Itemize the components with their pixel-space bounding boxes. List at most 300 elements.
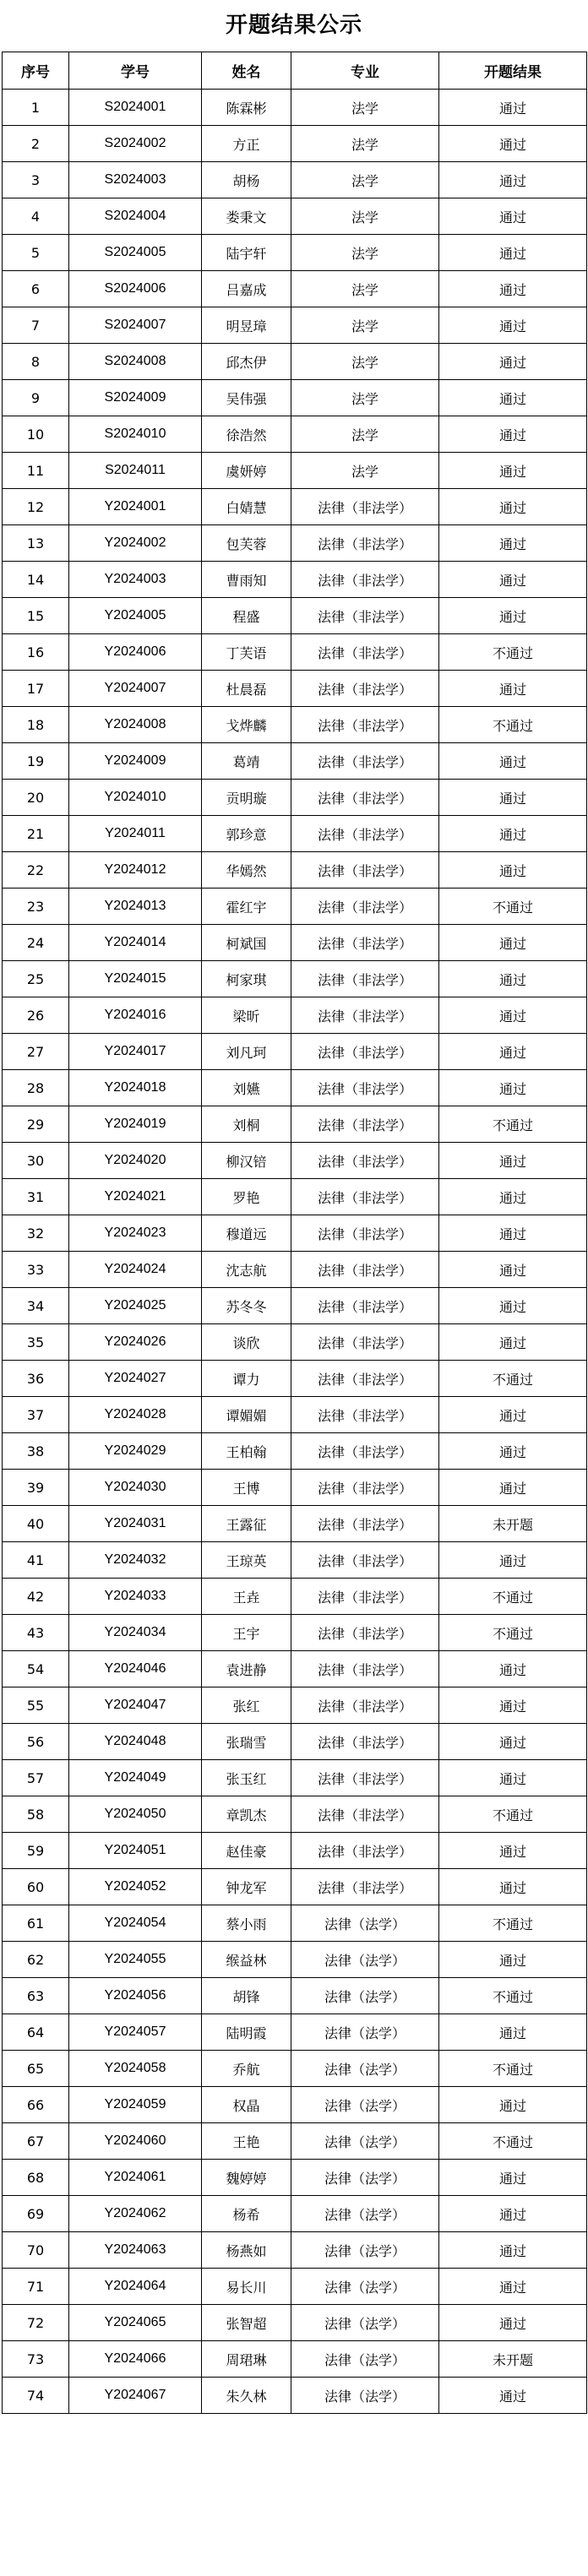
cell-major: 法律（法学） — [291, 2123, 439, 2160]
cell-student-id: S2024009 — [69, 380, 202, 416]
table-row — [3, 2123, 587, 2160]
cell-major: 法律（非法学） — [291, 1542, 439, 1579]
cell-student-id: Y2024031 — [69, 1506, 202, 1542]
cell-major: 法学 — [291, 344, 439, 380]
cell-name: 华嫣然 — [202, 852, 291, 889]
cell-major: 法学 — [291, 380, 439, 416]
cell-result: 通过 — [439, 1942, 587, 1978]
cell-student-id: Y2024003 — [69, 562, 202, 598]
cell-result: 通过 — [439, 416, 587, 453]
cell-result: 通过 — [439, 743, 587, 780]
table-row — [3, 1215, 587, 1252]
table-row — [3, 1433, 587, 1470]
cell-seq: 19 — [3, 743, 69, 780]
cell-seq: 63 — [3, 1978, 69, 2014]
cell-name: 柯家琪 — [202, 961, 291, 997]
table-row — [3, 1833, 587, 1869]
cell-result: 通过 — [439, 489, 587, 525]
cell-name: 罗艳 — [202, 1179, 291, 1215]
table-row — [3, 1179, 587, 1215]
cell-seq: 38 — [3, 1433, 69, 1470]
table-row — [3, 816, 587, 852]
cell-result: 通过 — [439, 925, 587, 961]
cell-major: 法学 — [291, 307, 439, 344]
cell-result: 不通过 — [439, 1106, 587, 1143]
cell-seq: 11 — [3, 453, 69, 489]
table-row — [3, 1978, 587, 2014]
cell-name: 王琼英 — [202, 1542, 291, 1579]
cell-name: 赵佳豪 — [202, 1833, 291, 1869]
cell-result: 不通过 — [439, 2051, 587, 2087]
cell-student-id: Y2024018 — [69, 1070, 202, 1106]
cell-result: 通过 — [439, 1687, 587, 1724]
cell-result: 通过 — [439, 1179, 587, 1215]
cell-seq: 6 — [3, 271, 69, 307]
cell-major: 法律（非法学） — [291, 598, 439, 634]
cell-student-id: S2024002 — [69, 126, 202, 162]
cell-result: 通过 — [439, 1760, 587, 1796]
table-row — [3, 1579, 587, 1615]
table-row — [3, 2087, 587, 2123]
cell-name: 钟龙军 — [202, 1869, 291, 1905]
cell-result: 不通过 — [439, 2123, 587, 2160]
table-row — [3, 162, 587, 198]
cell-result: 通过 — [439, 2378, 587, 2414]
cell-name: 霍红宇 — [202, 889, 291, 925]
cell-student-id: Y2024007 — [69, 671, 202, 707]
cell-seq: 64 — [3, 2014, 69, 2051]
cell-student-id: Y2024033 — [69, 1579, 202, 1615]
cell-result: 通过 — [439, 1070, 587, 1106]
cell-result: 通过 — [439, 1651, 587, 1687]
cell-student-id: Y2024019 — [69, 1106, 202, 1143]
cell-name: 刘桐 — [202, 1106, 291, 1143]
cell-result: 通过 — [439, 2305, 587, 2341]
cell-student-id: Y2024060 — [69, 2123, 202, 2160]
cell-student-id: Y2024049 — [69, 1760, 202, 1796]
cell-student-id: Y2024061 — [69, 2160, 202, 2196]
cell-name: 陆宇轩 — [202, 235, 291, 271]
cell-result: 通过 — [439, 1252, 587, 1288]
table-body — [3, 90, 587, 2414]
table-row — [3, 453, 587, 489]
cell-result: 通过 — [439, 126, 587, 162]
cell-result: 通过 — [439, 1324, 587, 1361]
cell-name: 王露征 — [202, 1506, 291, 1542]
cell-name: 朱久林 — [202, 2378, 291, 2414]
cell-result: 通过 — [439, 1034, 587, 1070]
table-row — [3, 1252, 587, 1288]
cell-seq: 29 — [3, 1106, 69, 1143]
cell-seq: 73 — [3, 2341, 69, 2378]
cell-student-id: Y2024016 — [69, 997, 202, 1034]
cell-name: 张智超 — [202, 2305, 291, 2341]
cell-major: 法学 — [291, 271, 439, 307]
cell-result: 通过 — [439, 562, 587, 598]
cell-seq: 70 — [3, 2232, 69, 2269]
table-row — [3, 1070, 587, 1106]
cell-seq: 16 — [3, 634, 69, 671]
table-row — [3, 2378, 587, 2414]
cell-name: 谭媚媚 — [202, 1397, 291, 1433]
cell-result: 未开题 — [439, 2341, 587, 2378]
cell-student-id: Y2024046 — [69, 1651, 202, 1687]
table-row — [3, 2160, 587, 2196]
table-row — [3, 198, 587, 235]
cell-student-id: Y2024034 — [69, 1615, 202, 1651]
cell-seq: 59 — [3, 1833, 69, 1869]
cell-major: 法律（法学） — [291, 1978, 439, 2014]
cell-name: 沈志航 — [202, 1252, 291, 1288]
table-row — [3, 1288, 587, 1324]
cell-name: 柳汉锫 — [202, 1143, 291, 1179]
cell-name: 程盛 — [202, 598, 291, 634]
cell-student-id: Y2024024 — [69, 1252, 202, 1288]
cell-major: 法律（非法学） — [291, 671, 439, 707]
cell-seq: 23 — [3, 889, 69, 925]
header-seq: 序号 — [3, 52, 69, 90]
table-row — [3, 2232, 587, 2269]
cell-student-id: Y2024054 — [69, 1905, 202, 1942]
cell-major: 法律（非法学） — [291, 780, 439, 816]
cell-seq: 7 — [3, 307, 69, 344]
table-row — [3, 961, 587, 997]
cell-name: 梁昕 — [202, 997, 291, 1034]
table-row — [3, 1397, 587, 1433]
cell-major: 法律（非法学） — [291, 1579, 439, 1615]
cell-major: 法律（非法学） — [291, 1288, 439, 1324]
cell-major: 法律（法学） — [291, 1905, 439, 1942]
cell-student-id: Y2024029 — [69, 1433, 202, 1470]
cell-seq: 15 — [3, 598, 69, 634]
cell-student-id: Y2024006 — [69, 634, 202, 671]
cell-major: 法律（非法学） — [291, 1687, 439, 1724]
table-row — [3, 1034, 587, 1070]
cell-name: 王柏翰 — [202, 1433, 291, 1470]
cell-name: 丁芙语 — [202, 634, 291, 671]
cell-seq: 28 — [3, 1070, 69, 1106]
cell-major: 法律（非法学） — [291, 525, 439, 562]
table-row — [3, 2305, 587, 2341]
cell-seq: 35 — [3, 1324, 69, 1361]
table-row — [3, 562, 587, 598]
cell-seq: 69 — [3, 2196, 69, 2232]
cell-seq: 74 — [3, 2378, 69, 2414]
cell-result: 通过 — [439, 525, 587, 562]
cell-name: 张瑞雪 — [202, 1724, 291, 1760]
cell-name: 乔航 — [202, 2051, 291, 2087]
cell-name: 陈霖彬 — [202, 90, 291, 126]
cell-result: 通过 — [439, 1433, 587, 1470]
table-row — [3, 2014, 587, 2051]
cell-result: 通过 — [439, 1542, 587, 1579]
cell-name: 穆道远 — [202, 1215, 291, 1252]
cell-name: 刘凡珂 — [202, 1034, 291, 1070]
cell-name: 周珺琳 — [202, 2341, 291, 2378]
cell-major: 法律（非法学） — [291, 1179, 439, 1215]
cell-seq: 61 — [3, 1905, 69, 1942]
cell-result: 通过 — [439, 307, 587, 344]
cell-result: 通过 — [439, 780, 587, 816]
cell-major: 法律（法学） — [291, 2305, 439, 2341]
cell-student-id: Y2024050 — [69, 1796, 202, 1833]
cell-name: 胡杨 — [202, 162, 291, 198]
table-row — [3, 634, 587, 671]
cell-name: 葛靖 — [202, 743, 291, 780]
cell-student-id: Y2024017 — [69, 1034, 202, 1070]
cell-result: 不通过 — [439, 1615, 587, 1651]
cell-name: 杜晨磊 — [202, 671, 291, 707]
cell-seq: 4 — [3, 198, 69, 235]
cell-result: 通过 — [439, 1143, 587, 1179]
cell-name: 戈烨麟 — [202, 707, 291, 743]
cell-name: 王艳 — [202, 2123, 291, 2160]
cell-major: 法律（法学） — [291, 2196, 439, 2232]
cell-name: 郭珍意 — [202, 816, 291, 852]
cell-name: 陆明霞 — [202, 2014, 291, 2051]
cell-result: 不通过 — [439, 707, 587, 743]
table-row — [3, 1470, 587, 1506]
page-title: 开题结果公示 — [225, 13, 362, 38]
cell-name: 白婧慧 — [202, 489, 291, 525]
cell-name: 易长川 — [202, 2269, 291, 2305]
cell-student-id: S2024001 — [69, 90, 202, 126]
cell-name: 虞妍婷 — [202, 453, 291, 489]
cell-major: 法律（非法学） — [291, 1833, 439, 1869]
cell-seq: 54 — [3, 1651, 69, 1687]
cell-name: 胡锋 — [202, 1978, 291, 2014]
cell-result: 通过 — [439, 1215, 587, 1252]
cell-student-id: Y2024011 — [69, 816, 202, 852]
cell-seq: 66 — [3, 2087, 69, 2123]
header-student-id: 学号 — [69, 52, 202, 90]
cell-result: 通过 — [439, 235, 587, 271]
table-row — [3, 2051, 587, 2087]
cell-name: 柯斌国 — [202, 925, 291, 961]
cell-seq: 56 — [3, 1724, 69, 1760]
cell-major: 法律（非法学） — [291, 1470, 439, 1506]
table-row — [3, 1106, 587, 1143]
header-name: 姓名 — [202, 52, 291, 90]
table-row — [3, 1869, 587, 1905]
cell-major: 法律（非法学） — [291, 1143, 439, 1179]
cell-student-id: Y2024056 — [69, 1978, 202, 2014]
cell-major: 法律（非法学） — [291, 1106, 439, 1143]
cell-result: 通过 — [439, 2269, 587, 2305]
cell-result: 通过 — [439, 671, 587, 707]
cell-name: 王宇 — [202, 1615, 291, 1651]
cell-major: 法律（非法学） — [291, 1651, 439, 1687]
table-row — [3, 126, 587, 162]
cell-student-id: Y2024032 — [69, 1542, 202, 1579]
cell-result: 通过 — [439, 344, 587, 380]
cell-major: 法律（非法学） — [291, 1506, 439, 1542]
cell-seq: 26 — [3, 997, 69, 1034]
cell-seq: 12 — [3, 489, 69, 525]
table-row — [3, 1942, 587, 1978]
cell-seq: 14 — [3, 562, 69, 598]
cell-major: 法学 — [291, 235, 439, 271]
cell-result: 通过 — [439, 1288, 587, 1324]
cell-student-id: Y2024055 — [69, 1942, 202, 1978]
cell-major: 法律（法学） — [291, 2160, 439, 2196]
cell-result: 通过 — [439, 2160, 587, 2196]
cell-student-id: Y2024015 — [69, 961, 202, 997]
cell-name: 贡明璇 — [202, 780, 291, 816]
cell-major: 法律（非法学） — [291, 816, 439, 852]
cell-name: 明昱璋 — [202, 307, 291, 344]
cell-name: 王博 — [202, 1470, 291, 1506]
cell-name: 魏婷婷 — [202, 2160, 291, 2196]
table-row — [3, 1796, 587, 1833]
cell-student-id: S2024007 — [69, 307, 202, 344]
cell-seq: 2 — [3, 126, 69, 162]
cell-name: 徐浩然 — [202, 416, 291, 453]
cell-seq: 34 — [3, 1288, 69, 1324]
cell-seq: 17 — [3, 671, 69, 707]
cell-major: 法律（非法学） — [291, 925, 439, 961]
header-major: 专业 — [291, 52, 439, 90]
table-row — [3, 780, 587, 816]
cell-result: 通过 — [439, 2232, 587, 2269]
cell-major: 法律（非法学） — [291, 1724, 439, 1760]
cell-seq: 24 — [3, 925, 69, 961]
cell-major: 法律（非法学） — [291, 889, 439, 925]
cell-seq: 42 — [3, 1579, 69, 1615]
table-row — [3, 380, 587, 416]
cell-name: 王垚 — [202, 1579, 291, 1615]
table-row — [3, 489, 587, 525]
cell-result: 通过 — [439, 816, 587, 852]
cell-student-id: S2024005 — [69, 235, 202, 271]
table-row — [3, 2341, 587, 2378]
cell-seq: 40 — [3, 1506, 69, 1542]
cell-name: 蔡小雨 — [202, 1905, 291, 1942]
cell-seq: 10 — [3, 416, 69, 453]
cell-student-id: Y2024012 — [69, 852, 202, 889]
table-row — [3, 1615, 587, 1651]
cell-result: 通过 — [439, 453, 587, 489]
cell-major: 法律（非法学） — [291, 1215, 439, 1252]
cell-student-id: Y2024025 — [69, 1288, 202, 1324]
cell-name: 包芙蓉 — [202, 525, 291, 562]
cell-result: 通过 — [439, 1869, 587, 1905]
cell-seq: 30 — [3, 1143, 69, 1179]
cell-result: 通过 — [439, 852, 587, 889]
cell-result: 通过 — [439, 271, 587, 307]
cell-name: 杨希 — [202, 2196, 291, 2232]
cell-major: 法律（法学） — [291, 2378, 439, 2414]
cell-result: 不通过 — [439, 1796, 587, 1833]
cell-seq: 36 — [3, 1361, 69, 1397]
table-row — [3, 997, 587, 1034]
cell-major: 法律（非法学） — [291, 634, 439, 671]
cell-seq: 8 — [3, 344, 69, 380]
cell-major: 法律（非法学） — [291, 1324, 439, 1361]
cell-result: 不通过 — [439, 1579, 587, 1615]
table-row — [3, 707, 587, 743]
cell-name: 谭力 — [202, 1361, 291, 1397]
cell-seq: 58 — [3, 1796, 69, 1833]
cell-seq: 37 — [3, 1397, 69, 1433]
cell-student-id: S2024010 — [69, 416, 202, 453]
cell-name: 邱杰伊 — [202, 344, 291, 380]
cell-major: 法学 — [291, 453, 439, 489]
cell-seq: 31 — [3, 1179, 69, 1215]
cell-major: 法律（非法学） — [291, 1433, 439, 1470]
cell-result: 通过 — [439, 2087, 587, 2123]
table-row — [3, 1724, 587, 1760]
cell-student-id: Y2024028 — [69, 1397, 202, 1433]
cell-major: 法律（法学） — [291, 2087, 439, 2123]
cell-major: 法律（法学） — [291, 2341, 439, 2378]
cell-name: 张玉红 — [202, 1760, 291, 1796]
cell-name: 刘嬿 — [202, 1070, 291, 1106]
table-row — [3, 307, 587, 344]
cell-major: 法律（非法学） — [291, 1034, 439, 1070]
cell-student-id: Y2024051 — [69, 1833, 202, 1869]
table-row — [3, 671, 587, 707]
cell-seq: 67 — [3, 2123, 69, 2160]
table-row — [3, 598, 587, 634]
cell-name: 娄秉文 — [202, 198, 291, 235]
cell-seq: 68 — [3, 2160, 69, 2196]
table-row — [3, 1324, 587, 1361]
cell-seq: 18 — [3, 707, 69, 743]
cell-seq: 27 — [3, 1034, 69, 1070]
cell-major: 法律（非法学） — [291, 1796, 439, 1833]
cell-student-id: Y2024027 — [69, 1361, 202, 1397]
cell-major: 法律（法学） — [291, 1942, 439, 1978]
cell-student-id: Y2024014 — [69, 925, 202, 961]
table-row — [3, 2196, 587, 2232]
cell-major: 法律（法学） — [291, 2269, 439, 2305]
cell-result: 通过 — [439, 1724, 587, 1760]
cell-major: 法律（非法学） — [291, 1615, 439, 1651]
cell-student-id: S2024003 — [69, 162, 202, 198]
cell-seq: 57 — [3, 1760, 69, 1796]
cell-seq: 5 — [3, 235, 69, 271]
cell-major: 法律（非法学） — [291, 1361, 439, 1397]
cell-seq: 1 — [3, 90, 69, 126]
cell-major: 法学 — [291, 162, 439, 198]
cell-result: 未开题 — [439, 1506, 587, 1542]
cell-student-id: Y2024010 — [69, 780, 202, 816]
cell-seq: 41 — [3, 1542, 69, 1579]
cell-major: 法学 — [291, 198, 439, 235]
cell-student-id: Y2024059 — [69, 2087, 202, 2123]
cell-seq: 3 — [3, 162, 69, 198]
table-row — [3, 235, 587, 271]
cell-seq: 25 — [3, 961, 69, 997]
cell-seq: 55 — [3, 1687, 69, 1724]
cell-name: 吴伟强 — [202, 380, 291, 416]
cell-major: 法学 — [291, 90, 439, 126]
table-row — [3, 1506, 587, 1542]
cell-seq: 71 — [3, 2269, 69, 2305]
cell-student-id: Y2024048 — [69, 1724, 202, 1760]
cell-student-id: Y2024063 — [69, 2232, 202, 2269]
table-row — [3, 90, 587, 126]
cell-major: 法律（非法学） — [291, 997, 439, 1034]
cell-student-id: Y2024021 — [69, 1179, 202, 1215]
cell-name: 章凯杰 — [202, 1796, 291, 1833]
cell-major: 法律（非法学） — [291, 1070, 439, 1106]
cell-student-id: Y2024013 — [69, 889, 202, 925]
table-row — [3, 1760, 587, 1796]
table-row — [3, 525, 587, 562]
cell-seq: 60 — [3, 1869, 69, 1905]
